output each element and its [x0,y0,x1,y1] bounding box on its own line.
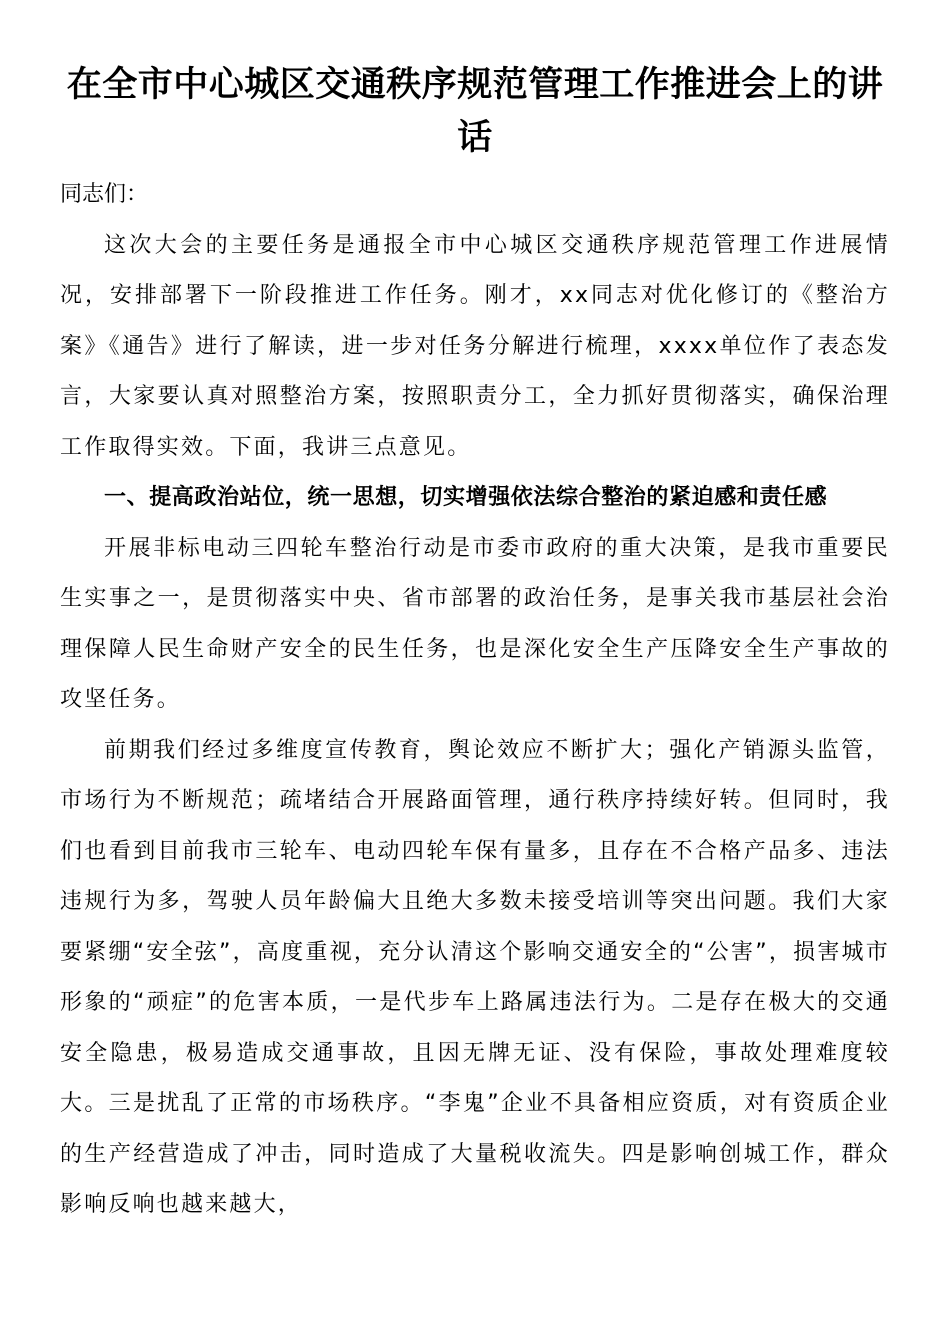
section1-paragraph-2: 前期我们经过多维度宣传教育，舆论效应不断扩大；强化产销源头监管，市场行为不断规范；疏堵结合开展路面管理，通行秩序持续好转。但同时，我们也看到目前我市三轮车、电动四轮车保有量多，且存在不合格产品多、违法违规行为多，驾驶人员年龄偏大且绝大多数未接受培训等突出问题。我们大家要紧绷“安全弦”，高度重视，充分认清这个影响交通安全的“公害”，损害城市形象的“顽症”的危害本质，一是代步车上路属违法行为。二是存在极大的交通安全隐患，极易造成交通事故，且因无牌无证、没有保险，事故处理难度较大。三是扰乱了正常的市场秩序。“李鬼”企业不具备相应资质，对有资质企业的生产经营造成了冲击，同时造成了大量税收流失。四是影响创城工作，群众影响反响也越来越大， [60,737,890,1217]
document-title: 在全市中心城区交通秩序规范管理工作推进会上的讲话 [66,64,884,158]
section-heading-1: 一、提高政治站位，统一思想，切实增强依法综合整治的紧迫感和责任感 [104,485,828,510]
intro-paragraph: 这次大会的主要任务是通报全市中心城区交通秩序规范管理工作进展情况，安排部署下一阶段推进工作任务。刚才，xx同志对优化修订的《整治方案》《通告》进行了解读，进一步对任务分解进行梳理，xxxx单位作了表态发言，大家要认真对照整治方案，按照职责分工，全力抓好贯彻落实，确保治理工作取得实效。下面，我讲三点意见。 [60,232,890,460]
document-page [60,58,890,1231]
section1-paragraph-1: 开展非标电动三四轮车整治行动是市委市政府的重大决策，是我市重要民生实事之一，是贯彻落实中央、省市部署的政治任务，是事关我市基层社会治理保障人民生命财产安全的民生任务，也是深化安全生产压降安全生产事故的攻坚任务。 [60,535,890,712]
salutation: 同志们： [60,182,149,207]
